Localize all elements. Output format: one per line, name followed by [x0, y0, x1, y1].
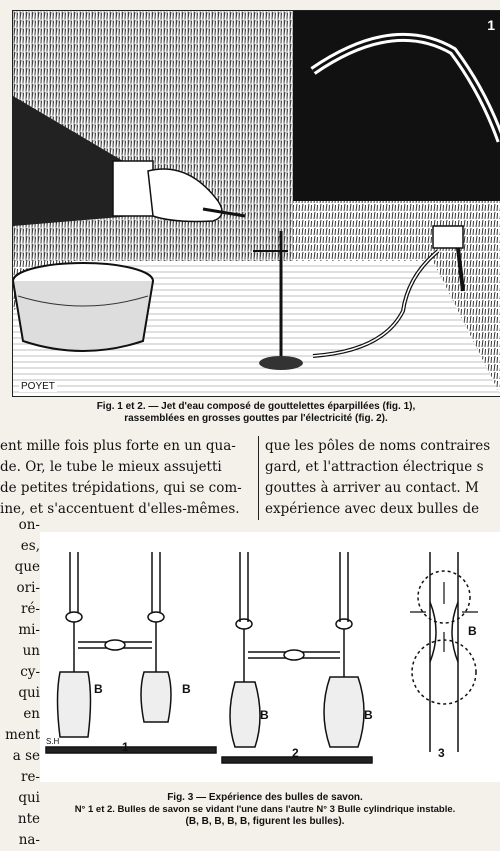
text-line: que [14, 559, 40, 575]
text-line: expérience avec deux bulles de [265, 501, 480, 517]
tap [433, 226, 463, 248]
panel-label: 2 [292, 746, 299, 760]
column-divider [258, 436, 259, 520]
caption-line: Fig. 3 — Expérience des bulles de savon. [167, 792, 363, 803]
panel-number: 1 [487, 17, 495, 33]
engraving-illustration [13, 11, 500, 396]
panel-label: 3 [438, 746, 445, 760]
text-line: on- [18, 517, 40, 533]
text-line: ine, et s'accentuent d'elles-mêmes. [0, 501, 240, 517]
text-line: qui [18, 790, 40, 806]
bubble-label: B [260, 708, 269, 722]
panel-label: 1 [122, 740, 129, 754]
caption-line: Fig. 1 et 2. — Jet d'eau composé de gouttelettes éparpillées (fig. 1), [96, 401, 416, 412]
bubble-label: B [468, 624, 477, 638]
caption-line: N° 1 et 2. Bulles de savon se vidant l'une dans l'autre N° 3 Bulle cylindrique instable. [74, 804, 456, 815]
text-line: de petites trépidations, qui se com- [0, 480, 242, 496]
engraving-figure-1-2 [12, 10, 500, 397]
caption-line: rassemblées en grosses gouttes par l'électricité (fig. 2). [124, 413, 388, 424]
text-line: re- [20, 769, 40, 785]
bubble-label: B [364, 708, 373, 722]
text-line: a se [12, 748, 40, 764]
text-line: gard, et l'attraction électrique s [265, 459, 484, 475]
text-line: gouttes à arriver au contact. M [265, 480, 479, 496]
text-line: un [22, 643, 40, 659]
engraver-signature: S.H [46, 737, 60, 746]
text-line: na- [18, 832, 40, 848]
text-line: mi- [18, 622, 40, 638]
soap-bubble-apparatus [40, 532, 500, 782]
text-line: cy- [20, 664, 40, 680]
text-line: que les pôles de noms contraires [265, 438, 491, 454]
text-line: ori- [16, 580, 40, 596]
figure-caption-bottom [30, 792, 500, 828]
text-line: de. Or, le tube le mieux assujetti [0, 459, 222, 475]
text-line: ment [5, 727, 40, 743]
text-line: qui [18, 685, 40, 701]
text-line: es, [20, 538, 40, 554]
text-line: ré- [20, 601, 40, 617]
engraving-figure-3 [40, 532, 500, 782]
text-column-left [0, 436, 253, 520]
caption-line: (B, B, B, B, B, figurent les bulles). [185, 816, 345, 827]
text-line: nte [17, 811, 40, 827]
bubble-label: B [182, 682, 191, 696]
engraver-signature: POYET [21, 381, 55, 392]
bubble-label: B [94, 682, 103, 696]
figure-caption-top [12, 401, 500, 425]
text-line: ent mille fois plus forte en un qua- [0, 438, 236, 454]
text-column-right [265, 436, 500, 520]
text-line: en [23, 706, 40, 722]
